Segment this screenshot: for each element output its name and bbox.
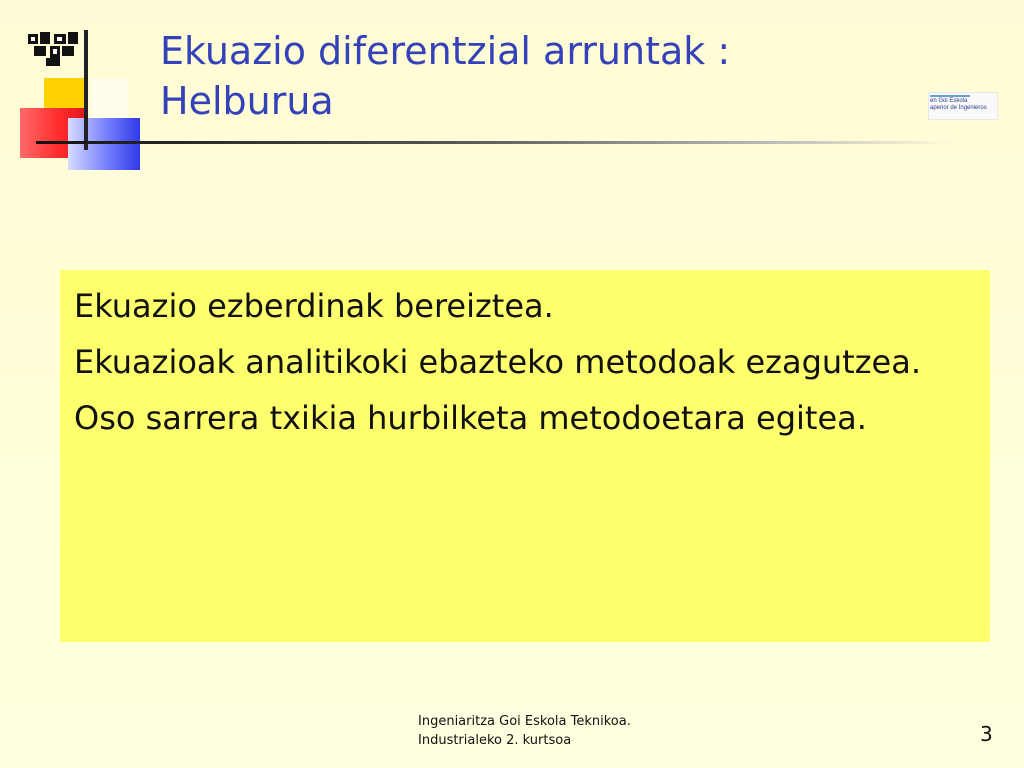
footer-line-2: Industrialeko 2. kurtsoa	[418, 733, 572, 748]
logo-text-line-1: en Goi Eskola	[930, 98, 968, 104]
content-box	[60, 270, 990, 642]
title-underline	[36, 141, 956, 144]
decorative-blocks	[0, 0, 160, 180]
logo-text-line-2: aperior de Ingenieros	[930, 105, 987, 111]
university-logo-icon	[26, 30, 80, 68]
bullet-item: Oso sarrera txikia hurbilketa metodoetara egitea.	[74, 399, 867, 437]
bullet-item: Ekuazio ezberdinak bereiztea.	[74, 287, 554, 325]
vertical-rule	[84, 30, 88, 150]
footer-line-1: Ingeniaritza Goi Eskola Teknikoa.	[418, 714, 631, 729]
slide-title	[160, 26, 880, 126]
blue-square	[68, 118, 140, 170]
white-square	[92, 78, 128, 118]
title-line-2: Helburua	[160, 79, 334, 123]
footer-text	[418, 712, 718, 750]
logo-bar	[930, 95, 970, 97]
title-line-1: Ekuazio diferentzial arruntak :	[160, 29, 731, 73]
page-number: 3	[980, 722, 993, 746]
school-logo-icon	[928, 92, 998, 120]
bullet-item: Ekuazioak analitikoki ebazteko metodoak ezagutzea.	[74, 343, 921, 381]
